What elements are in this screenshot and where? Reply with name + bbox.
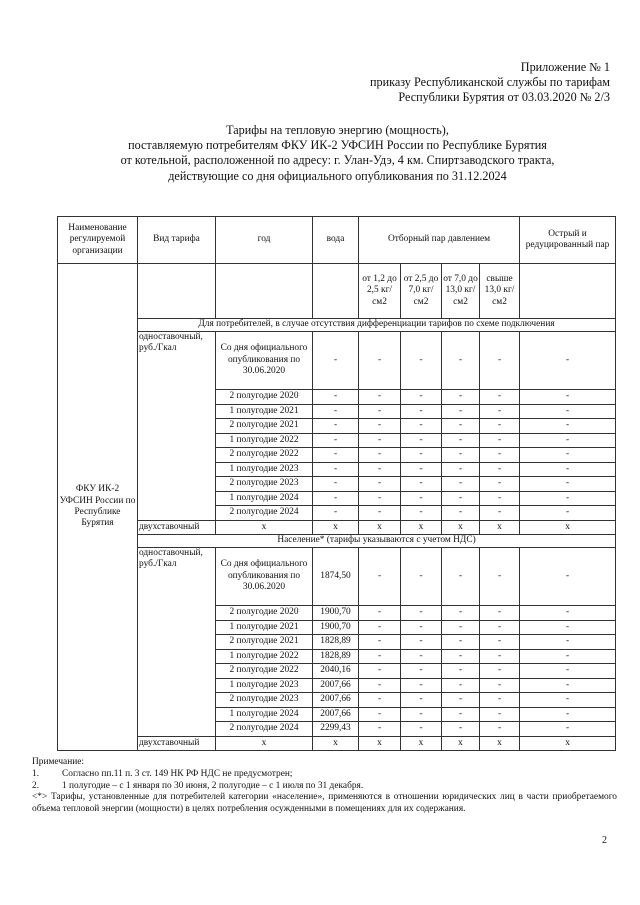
cell-p3: - [442,477,480,492]
appendix-header [290,60,610,105]
cell-sharp: - [520,390,616,405]
cell-p1: - [359,433,401,448]
cell-p3: - [442,620,480,635]
appendix-line-1: Приложение № 1 [520,60,610,74]
cell-period: Со дня официального опубликования по 30.06.2020 [216,548,313,606]
cell-period: 2 полугодие 2023 [216,693,313,708]
cell-p4: x [480,520,520,535]
cell-p3: x [442,736,480,751]
cell-p1: - [359,707,401,722]
cell-p3: - [442,506,480,521]
tariff-type-two-rate: двухставочный [138,520,216,535]
cell-p3: - [442,491,480,506]
cell-p2: - [401,491,442,506]
page-number: 2 [602,835,607,846]
cell-p1: - [359,649,401,664]
notes-block [32,757,617,816]
pressure-3: от 7,0 до 13,0 кг/см2 [442,264,480,319]
notes-heading: Примечание: [32,757,85,767]
table-header-row [58,217,616,264]
cell-period: 1 полугодие 2021 [216,404,313,419]
cell-p4: - [480,462,520,477]
cell-p2: - [401,448,442,463]
cell-water: - [313,433,359,448]
cell-period: 2 полугодие 2024 [216,722,313,737]
cell-p3: - [442,332,480,390]
cell-sharp: - [520,620,616,635]
cell-sharp: - [520,606,616,621]
cell-p4: - [480,722,520,737]
cell-p4: - [480,491,520,506]
cell-water: x [313,520,359,535]
cell-p3: x [442,520,480,535]
cell-p1: - [359,462,401,477]
cell-p3: - [442,390,480,405]
cell-sharp: - [520,649,616,664]
cell-sharp: - [520,433,616,448]
cell-water: - [313,390,359,405]
cell-p4: x [480,736,520,751]
cell-p2: - [401,433,442,448]
tariff-type-single: одноставочный, руб./Гкал [138,332,216,521]
cell-p3: - [442,664,480,679]
title-line-4: действующие со дня официального опубликования по 31.12.2024 [168,168,507,183]
cell-water: - [313,419,359,434]
cell-sharp: - [520,635,616,650]
title-line-2: поставляемую потребителям ФКУ ИК-2 УФСИН России по Республике Бурятия [128,138,547,153]
cell-sharp: - [520,462,616,477]
cell-p1: - [359,664,401,679]
cell-sharp: - [520,448,616,463]
cell-water: - [313,477,359,492]
pressure-4: свыше 13,0 кг/см2 [480,264,520,319]
cell-p1: - [359,448,401,463]
section-title: Население* (тарифы указываются с учетом НДС) [138,535,616,548]
cell-p1: x [359,520,401,535]
table-row [58,332,616,390]
cell-p4: - [480,649,520,664]
cell-p1: - [359,477,401,492]
cell-p3: - [442,678,480,693]
cell-water: 1828,89 [313,635,359,650]
cell-water: 1828,89 [313,649,359,664]
table-row [58,548,616,606]
cell-sharp: - [520,477,616,492]
cell-period: 1 полугодие 2024 [216,491,313,506]
cell-water: x [313,736,359,751]
cell-period: 1 полугодие 2023 [216,678,313,693]
cell-p4: - [480,404,520,419]
cell-water: - [313,491,359,506]
cell-p3: - [442,462,480,477]
cell-p1: - [359,635,401,650]
cell-p3: - [442,404,480,419]
org-name-cell: ФКУ ИК-2 УФСИН России по Республике Бурятия [58,264,138,751]
title-line-3: от котельной, расположенной по адресу: г. Улан-Удэ, 4 км. Спиртзаводского тракта, [120,153,555,168]
cell-p2: - [401,620,442,635]
cell-p3: - [442,548,480,606]
pressure-2: от 2,5 до 7,0 кг/см2 [401,264,442,319]
cell-period: 2 полугодие 2021 [216,419,313,434]
cell-p1: - [359,620,401,635]
cell-p1: - [359,693,401,708]
appendix-line-2: приказу Республиканской службы по тарифам [369,75,610,89]
cell-p3: - [442,433,480,448]
cell-p3: - [442,722,480,737]
cell-p3: - [442,635,480,650]
cell-sharp: - [520,491,616,506]
cell-p2: - [401,548,442,606]
cell-water: 1900,70 [313,620,359,635]
cell-water: 2007,66 [313,693,359,708]
cell-sharp: - [520,419,616,434]
cell-p2: - [401,606,442,621]
cell-p2: - [401,693,442,708]
cell-p1: - [359,404,401,419]
cell-period: 1 полугодие 2021 [216,620,313,635]
tariff-type-single: одноставочный, руб./Гкал [138,548,216,737]
appendix-line-3: Республики Бурятия от 03.03.2020 № 2/3 [398,90,610,104]
header-org: Наименование регулируемой организации [58,217,138,264]
cell-p2: - [401,635,442,650]
header-steam: Отборный пар давлением [359,217,520,264]
cell-p2: - [401,462,442,477]
cell-p2: - [401,404,442,419]
cell-p3: - [442,606,480,621]
cell-water: - [313,506,359,521]
cell-p2: x [401,520,442,535]
cell-period: 1 полугодие 2022 [216,649,313,664]
title-line-1: Тарифы на тепловую энергию (мощность), [226,123,449,137]
cell-period: 2 полугодие 2022 [216,664,313,679]
cell-p1: - [359,506,401,521]
cell-sharp: - [520,404,616,419]
cell-p1: - [359,606,401,621]
cell-p1: - [359,678,401,693]
cell-water: 2007,66 [313,707,359,722]
cell-water: 2299,43 [313,722,359,737]
cell-p4: - [480,448,520,463]
cell-water: - [313,462,359,477]
cell-period: 2 полугодие 2024 [216,506,313,521]
cell-p1: - [359,548,401,606]
cell-p3: - [442,707,480,722]
cell-p4: - [480,332,520,390]
section-title-row [58,319,616,332]
cell-period: 1 полугодие 2022 [216,433,313,448]
cell-water: 2040,16 [313,664,359,679]
cell-p2: - [401,419,442,434]
cell-p2: - [401,390,442,405]
cell-p1: - [359,491,401,506]
cell-period: 2 полугодие 2021 [216,635,313,650]
cell-p1: x [359,736,401,751]
cell-period: 2 полугодие 2023 [216,477,313,492]
note-3-text: <*> Тарифы, установленные для потребителей категории «население», применяются в отношении юридических лиц в части приобретаемого объема тепловой энергии (мощности) в целях потребления осужденными в помещениях для их содержания. [32,792,617,815]
document-title [40,123,635,184]
cell-water: - [313,448,359,463]
cell-water: - [313,404,359,419]
cell-p3: - [442,693,480,708]
cell-p4: - [480,664,520,679]
cell-p2: - [401,707,442,722]
cell-p4: - [480,506,520,521]
cell-p4: - [480,433,520,448]
subheader-empty [216,264,313,319]
cell-period: Со дня официального опубликования по 30.06.2020 [216,332,313,390]
cell-period: x [216,520,313,535]
cell-p3: - [442,448,480,463]
cell-water: 1874,50 [313,548,359,606]
note-1 [32,769,617,781]
cell-sharp: - [520,707,616,722]
note-1-number: 1. [32,768,40,779]
header-water: вода [313,217,359,264]
note-2 [32,781,617,793]
pressure-1: от 1,2 до 2,5 кг/см2 [359,264,401,319]
header-year: год [216,217,313,264]
cell-sharp: - [520,678,616,693]
cell-period: 2 полугодие 2020 [216,606,313,621]
cell-p4: - [480,390,520,405]
cell-period: 1 полугодие 2023 [216,462,313,477]
tariff-type-two-rate: двухставочный [138,736,216,751]
cell-p4: - [480,635,520,650]
cell-p2: - [401,678,442,693]
cell-water: 2007,66 [313,678,359,693]
note-2-text: 1 полугодие – с 1 января по 30 июня, 2 полугодие – с 1 июля по 31 декабря. [62,780,364,791]
section-title: Для потребителей, в случае отсутствия дифференциации тарифов по схеме подключения [138,319,616,332]
header-sharp-steam: Острый и редуцированный пар [520,217,616,264]
cell-sharp: - [520,506,616,521]
subheader-empty [313,264,359,319]
cell-p2: - [401,477,442,492]
cell-p2: - [401,649,442,664]
cell-p3: - [442,649,480,664]
note-2-number: 2. [32,780,40,791]
cell-sharp: - [520,332,616,390]
tariff-table [57,216,616,751]
cell-p4: - [480,548,520,606]
cell-p2: - [401,332,442,390]
note-1-text: Согласно пп.11 п. 3 ст. 149 НК РФ НДС не предусмотрен; [62,768,293,779]
table-row-two-rate [58,520,616,535]
header-tariff-type: Вид тарифа [138,217,216,264]
subheader-empty [520,264,616,319]
cell-period: 2 полугодие 2022 [216,448,313,463]
cell-period: 2 полугодие 2020 [216,390,313,405]
cell-sharp: x [520,520,616,535]
cell-p1: - [359,390,401,405]
cell-p1: - [359,722,401,737]
cell-sharp: - [520,722,616,737]
cell-p2: x [401,736,442,751]
pressure-subheader-row [58,264,616,319]
cell-sharp: - [520,693,616,708]
cell-period: x [216,736,313,751]
cell-sharp: - [520,664,616,679]
cell-p2: - [401,506,442,521]
table-row-two-rate [58,736,616,751]
cell-water: 1900,70 [313,606,359,621]
cell-p4: - [480,419,520,434]
cell-period: 1 полугодие 2024 [216,707,313,722]
cell-sharp: x [520,736,616,751]
cell-p3: - [442,419,480,434]
cell-p2: - [401,722,442,737]
cell-sharp: - [520,548,616,606]
cell-p1: - [359,419,401,434]
section-title-row [58,535,616,548]
subheader-empty [138,264,216,319]
cell-p1: - [359,332,401,390]
cell-p4: - [480,693,520,708]
cell-p4: - [480,606,520,621]
cell-p4: - [480,620,520,635]
cell-p4: - [480,678,520,693]
cell-water: - [313,332,359,390]
cell-p2: - [401,664,442,679]
cell-p4: - [480,477,520,492]
cell-p4: - [480,707,520,722]
